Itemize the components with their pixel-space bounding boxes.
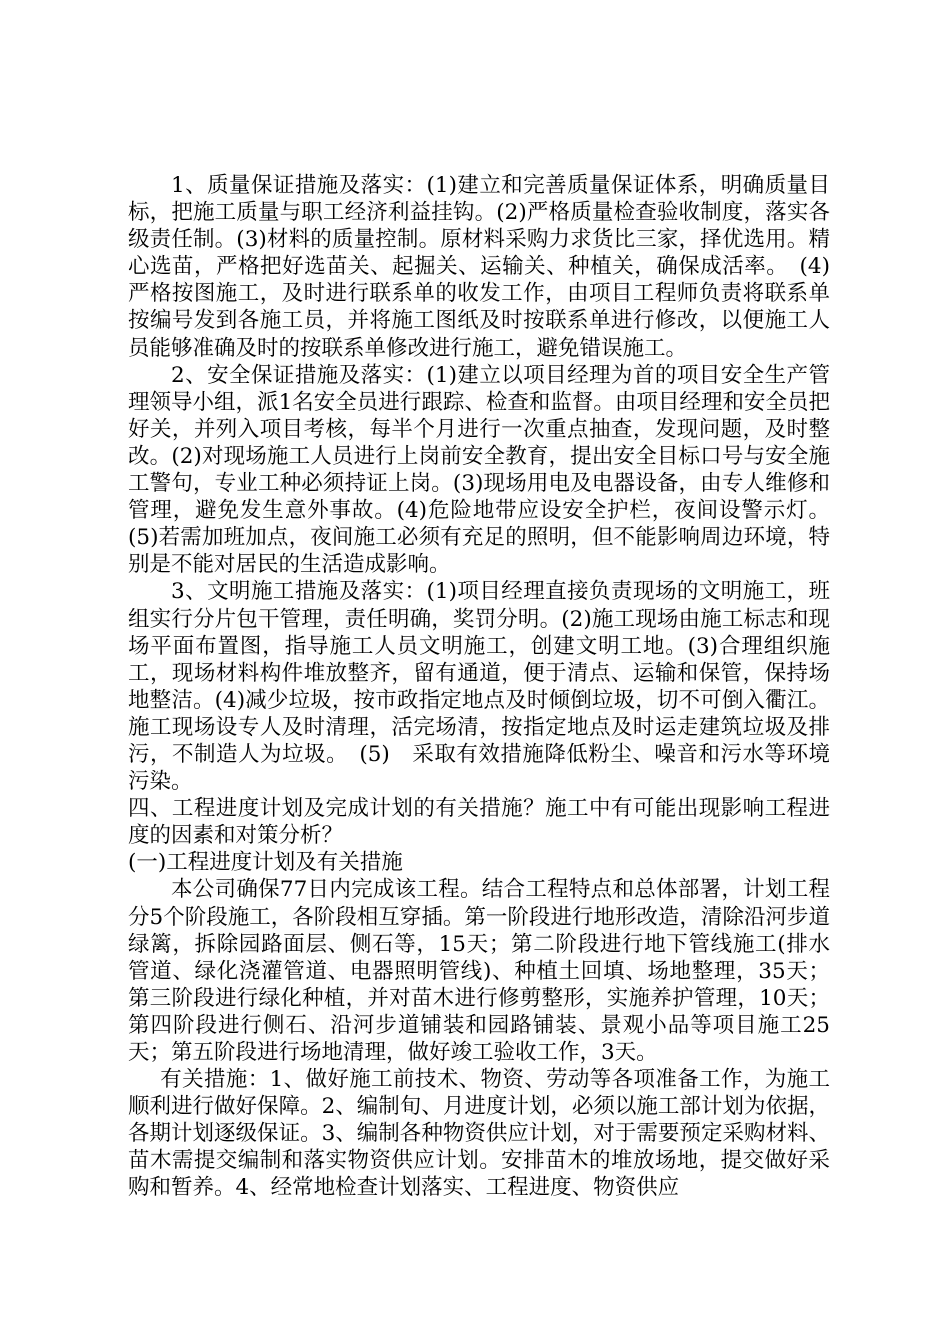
paragraph-quality-measures: 1、质量保证措施及落实：(1)建立和完善质量保证体系，明确质量目标，把施工质量与职工经济利益挂钩。(2)严格质量检查验收制度，落实各级责任制。(3)材料的质量控制。原材料采购力求货比三家，择优选用。精心选苗，严格把好选苗关、起掘关、运输关、种植关，确保成活率。 (4)严格按图施工，及时进行联系单的收发工作，由项目工程师负责将联系单按编号发到各施工员，并将施工图纸及时按联系单进行修改，以便施工人员能够准确及时的按联系单修改进行施工，避免错误施工。 bbox=[128, 173, 830, 361]
paragraph-safety-measures: 2、安全保证措施及落实：(1)建立以项目经理为首的项目安全生产管理领导小组，派1名安全员进行跟踪、检查和监督。由项目经理和安全员把好关，并列入项目考核，每半个月进行一次重点抽查，发现问题，及时整改。(2)对现场施工人员进行上岗前安全教育，提出安全目标口号与安全施工警句，专业工种必须持证上岗。(3)现场用电及电器设备，由专人维修和管理，避免发生意外事故。(4)危险地带应设安全护栏，夜间设警示灯。(5)若需加班加点，夜间施工必须有充足的照明，但不能影响周边环境，特别是不能对居民的生活造成影响。 bbox=[128, 362, 830, 578]
paragraph-schedule-plan: 本公司确保77日内完成该工程。结合工程特点和总体部署，计划工程分5个阶段施工，各阶段相互穿插。第一阶段进行地形改造，清除沿河步道绿篱，拆除园路面层、侧石等，15天；第二阶段进行地下管线施工(排水管道、绿化浇灌管道、电器照明管线)、种植土回填、场地整理，35天；第三阶段进行绿化种植，并对苗木进行修剪整形，实施养护管理，10天；第四阶段进行侧石、沿河步道铺装和园路铺装、景观小品等项目施工25天；第五阶段进行场地清理，做好竣工验收工作，3天。 bbox=[128, 877, 830, 1065]
subsection-heading-schedule-plan: (一)工程进度计划及有关措施 bbox=[128, 850, 403, 876]
section-heading-schedule: 四、工程进度计划及完成计划的有关措施？施工中有可能出现影响工程进度的因素和对策分析？ bbox=[128, 796, 830, 849]
document-page bbox=[128, 172, 830, 1202]
paragraph-related-measures: 有关措施：1、做好施工前技术、物资、劳动等各项准备工作，为施工顺利进行做好保障。2、编制旬、月进度计划，必须以施工部计划为依据，各期计划逐级保证。3、编制各种物资供应计划，对于需要预定采购材料、苗木需提交编制和落实物资供应计划。安排苗木的堆放场地，提交做好采购和暂养。4、经常地检查计划落实、工程进度、物资供应 bbox=[128, 1067, 830, 1201]
paragraph-civilized-construction: 3、文明施工措施及落实：(1)项目经理直接负责现场的文明施工，班组实行分片包干管理，责任明确，奖罚分明。(2)施工现场由施工标志和现场平面布置图，指导施工人员文明施工，创建文明工地。(3)合理组织施工，现场材料构件堆放整齐，留有通道，便于清点、运输和保管，保持场地整洁。(4)减少垃圾，按市政指定地点及时倾倒垃圾，切不可倒入衢江。施工现场设专人及时清理，活完场清，按指定地点及时运走建筑垃圾及排污，不制造人为垃圾。 (5) 采取有效措施降低粉尘、噪音和污水等环境污染。 bbox=[128, 579, 830, 795]
